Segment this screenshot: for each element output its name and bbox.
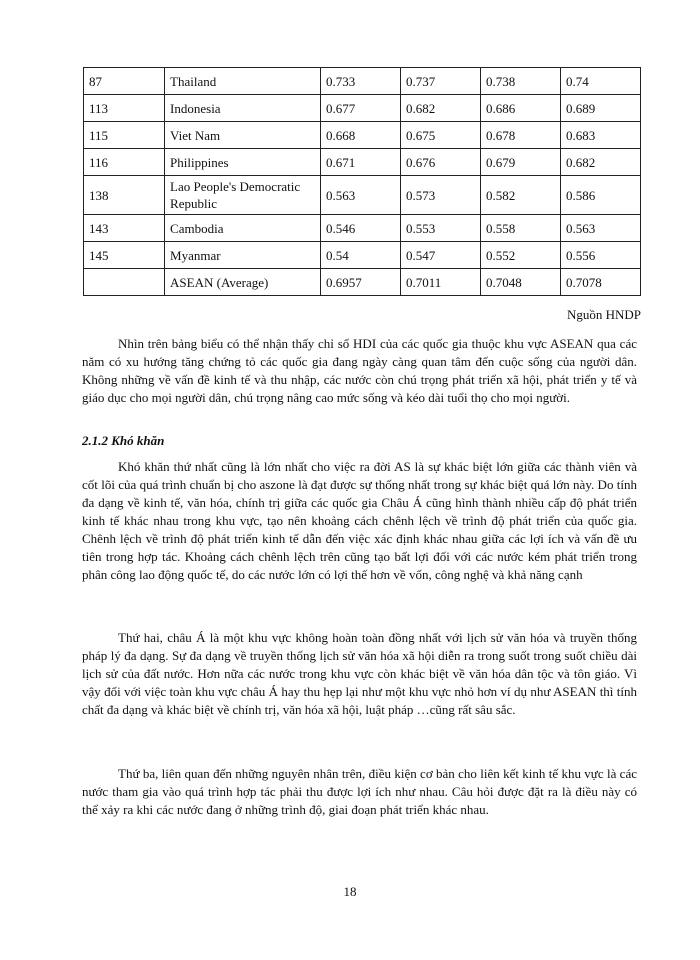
country-cell: Viet Nam	[165, 122, 321, 149]
paragraph-text: Thứ ba, liên quan đến những nguyên nhân trên, điều kiện cơ bản cho liên kết kinh tế khu vực là các nước tham gia vào quá trình hợp tác phải thu được lợi ích như nhau. Câu hỏi được đặt ra là điều này có thể xảy ra khi các nước đang ở những trình độ, giai đoạn phát triển khác nhau.	[82, 766, 637, 817]
value-cell: 0.679	[480, 149, 560, 176]
value-cell: 0.676	[400, 149, 480, 176]
value-cell: 0.586	[560, 176, 640, 215]
country-cell: Indonesia	[165, 95, 321, 122]
table-row	[84, 68, 641, 95]
value-cell: 0.686	[480, 95, 560, 122]
rank-cell: 145	[84, 242, 165, 269]
value-cell: 0.558	[480, 215, 560, 242]
value-cell: 0.733	[320, 68, 400, 95]
hdi-table-body	[84, 68, 641, 296]
value-cell: 0.7078	[560, 269, 640, 296]
country-cell: Philippines	[165, 149, 321, 176]
value-cell: 0.7048	[480, 269, 560, 296]
value-cell: 0.74	[560, 68, 640, 95]
rank-cell	[84, 269, 165, 296]
value-cell: 0.7011	[400, 269, 480, 296]
source-note: Nguồn HNDP	[566, 307, 641, 322]
paragraph-hdi-summary	[82, 335, 637, 407]
value-cell: 0.582	[480, 176, 560, 215]
country-cell: Cambodia	[165, 215, 321, 242]
table-row	[84, 95, 641, 122]
paragraph-text: Thứ hai, châu Á là một khu vực không hoàn toàn đồng nhất với lịch sử văn hóa và truyền thống pháp lý đa dạng. Sự đa dạng về truyền thống lịch sử văn hóa xã hội diễn ra trong suốt trong suốt chiều dài lịch sử của đất nước. Hơn nữa các nước trong khu vực còn khác biệt về văn hóa dân tộc và tôn giáo. Vì vậy đối với việc toàn khu vực châu Á hay thu hẹp lại như một khu vực nhỏ hơn ví dụ như ASEAN thì tính chất đa dạng và khác biệt về chính trị, văn hóa xã hội, luật pháp …cũng rất sâu sắc.	[82, 630, 637, 717]
country-cell: ASEAN (Average)	[165, 269, 321, 296]
value-cell: 0.547	[400, 242, 480, 269]
section-heading: 2.1.2 Khó khăn	[82, 433, 165, 448]
rank-cell: 113	[84, 95, 165, 122]
value-cell: 0.54	[320, 242, 400, 269]
value-cell: 0.671	[320, 149, 400, 176]
rank-cell: 138	[84, 176, 165, 215]
value-cell: 0.689	[560, 95, 640, 122]
rank-cell: 116	[84, 149, 165, 176]
value-cell: 0.677	[320, 95, 400, 122]
paragraph-difficulty-3	[82, 765, 637, 819]
table-row	[84, 122, 641, 149]
value-cell: 0.553	[400, 215, 480, 242]
value-cell: 0.563	[560, 215, 640, 242]
hdi-table	[83, 67, 641, 296]
value-cell: 0.678	[480, 122, 560, 149]
table-row	[84, 149, 641, 176]
value-cell: 0.675	[400, 122, 480, 149]
rank-cell: 143	[84, 215, 165, 242]
paragraph-text: Khó khăn thứ nhất cũng là lớn nhất cho việc ra đời AS là sự khác biệt lớn giữa các thành viên và cốt lõi của quá trình chuẩn bị cho aszone là đạt được sự thống nhất trong sự khác biệt quá lớn này. Do tính đa dạng về kinh tế, văn hóa, chính trị giữa các quốc gia Châu Á cũng hình thành nhiều cấp độ phát triển kinh tế khác nhau trong khu vực, tạo nên khoảng cách chênh lệch về trình độ phát triển của quốc gia. Chênh lệch về trình độ phát triển kinh tế dẫn đến việc xác định khác nhau giữa các lợi ích và vấn đề ưu tiên trong hợp tác. Khoảng cách chênh lệch trên cũng tạo bất lợi đối với các nước kém phát triển trong phân công lao động quốc tế, do các nước lớn có lợi thế hơn về vốn, công nghệ và khả năng cạnh	[82, 459, 637, 582]
rank-cell: 87	[84, 68, 165, 95]
country-cell: Lao People's Democratic Republic	[165, 176, 321, 215]
value-cell: 0.563	[320, 176, 400, 215]
value-cell: 0.737	[400, 68, 480, 95]
table-row	[84, 215, 641, 242]
table-row	[84, 176, 641, 215]
country-cell: Thailand	[165, 68, 321, 95]
value-cell: 0.552	[480, 242, 560, 269]
value-cell: 0.682	[560, 149, 640, 176]
value-cell: 0.668	[320, 122, 400, 149]
value-cell: 0.546	[320, 215, 400, 242]
paragraph-difficulty-2	[82, 629, 637, 719]
page-number: 18	[343, 884, 357, 899]
country-cell: Myanmar	[165, 242, 321, 269]
paragraph-difficulty-1	[82, 458, 637, 584]
value-cell: 0.738	[480, 68, 560, 95]
table-row	[84, 242, 641, 269]
rank-cell: 115	[84, 122, 165, 149]
value-cell: 0.573	[400, 176, 480, 215]
value-cell: 0.6957	[320, 269, 400, 296]
value-cell: 0.556	[560, 242, 640, 269]
table-row	[84, 269, 641, 296]
paragraph-text: Nhìn trên bảng biểu có thể nhận thấy chỉ số HDI của các quốc gia thuộc khu vực ASEAN qua các năm có xu hướng tăng chứng tỏ các quốc gia đang ngày càng quan tâm đến cuộc sống của người dân. Không những về vấn đề kinh tế và thu nhập, các nước còn chú trọng phát triển xã hội, phát triển y tế và giáo dục cho mọi người dân, chú trọng nâng cao mức sống và kéo dài tuổi thọ cho mọi người.	[82, 336, 637, 405]
value-cell: 0.683	[560, 122, 640, 149]
value-cell: 0.682	[400, 95, 480, 122]
